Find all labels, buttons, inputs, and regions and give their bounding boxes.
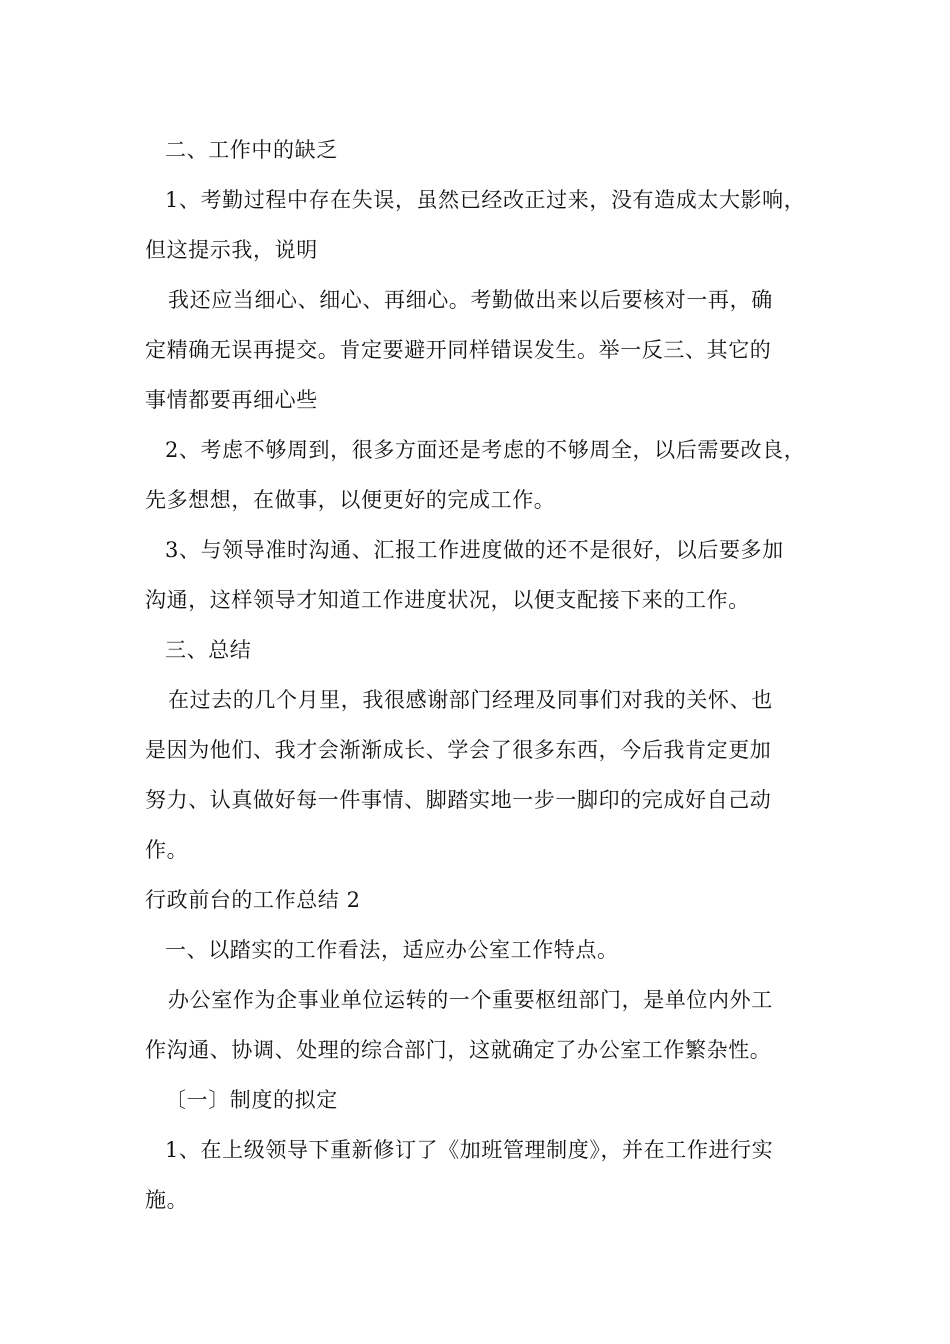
paragraph-line: 施。: [145, 1188, 189, 1212]
paragraph-line: 我还应当细心、细心、再细心。考勤做出来以后要核对一再，确: [168, 288, 773, 312]
paragraph-line: 先多想想，在做事，以便更好的完成工作。: [145, 488, 556, 512]
paragraph-line: 是因为他们、我才会渐渐成长、学会了很多东西，今后我肯定更加: [145, 738, 772, 762]
paragraph-line: 作沟通、协调、处理的综合部门，这就确定了办公室工作繁杂性。: [145, 1038, 772, 1062]
article-title: 行政前台的工作总结 2: [145, 888, 361, 912]
paragraph-line: 努力、认真做好每一件事情、脚踏实地一步一脚印的完成好自己动: [145, 788, 772, 812]
paragraph-line: 但这提示我，说明: [145, 238, 318, 262]
paragraph-line: 1、在上级领导下重新修订了《加班管理制度》，并在工作进行实: [165, 1138, 774, 1162]
paragraph-line: 办公室作为企事业单位运转的一个重要枢纽部门，是单位内外工: [168, 988, 773, 1012]
paragraph-line: 在过去的几个月里，我很感谢部门经理及同事们对我的关怀、也: [168, 688, 773, 712]
section-heading-shortcomings: 二、工作中的缺乏: [165, 138, 338, 162]
paragraph-line: 1、考勤过程中存在失误，虽然已经改正过来，没有造成太大影响，: [165, 188, 806, 212]
subsection-heading-rules: 〔一〕制度的拟定: [165, 1088, 338, 1112]
paragraph-line: 定精确无误再提交。肯定要避开同样错误发生。举一反三、其它的: [145, 338, 772, 362]
paragraph-line: 事情都要再细心些: [145, 388, 318, 412]
paragraph-line: 沟通，这样领导才知道工作进度状况，以便支配接下来的工作。: [145, 588, 750, 612]
section-heading-attitude: 一、以踏实的工作看法，适应办公室工作特点。: [165, 938, 619, 962]
paragraph-line: 作。: [145, 838, 189, 862]
paragraph-line: 3、与领导准时沟通、汇报工作进度做的还不是很好，以后要多加: [165, 538, 784, 562]
section-heading-summary: 三、总结: [165, 638, 252, 662]
paragraph-line: 2、考虑不够周到，很多方面还是考虑的不够周全，以后需要改良，: [165, 438, 806, 462]
